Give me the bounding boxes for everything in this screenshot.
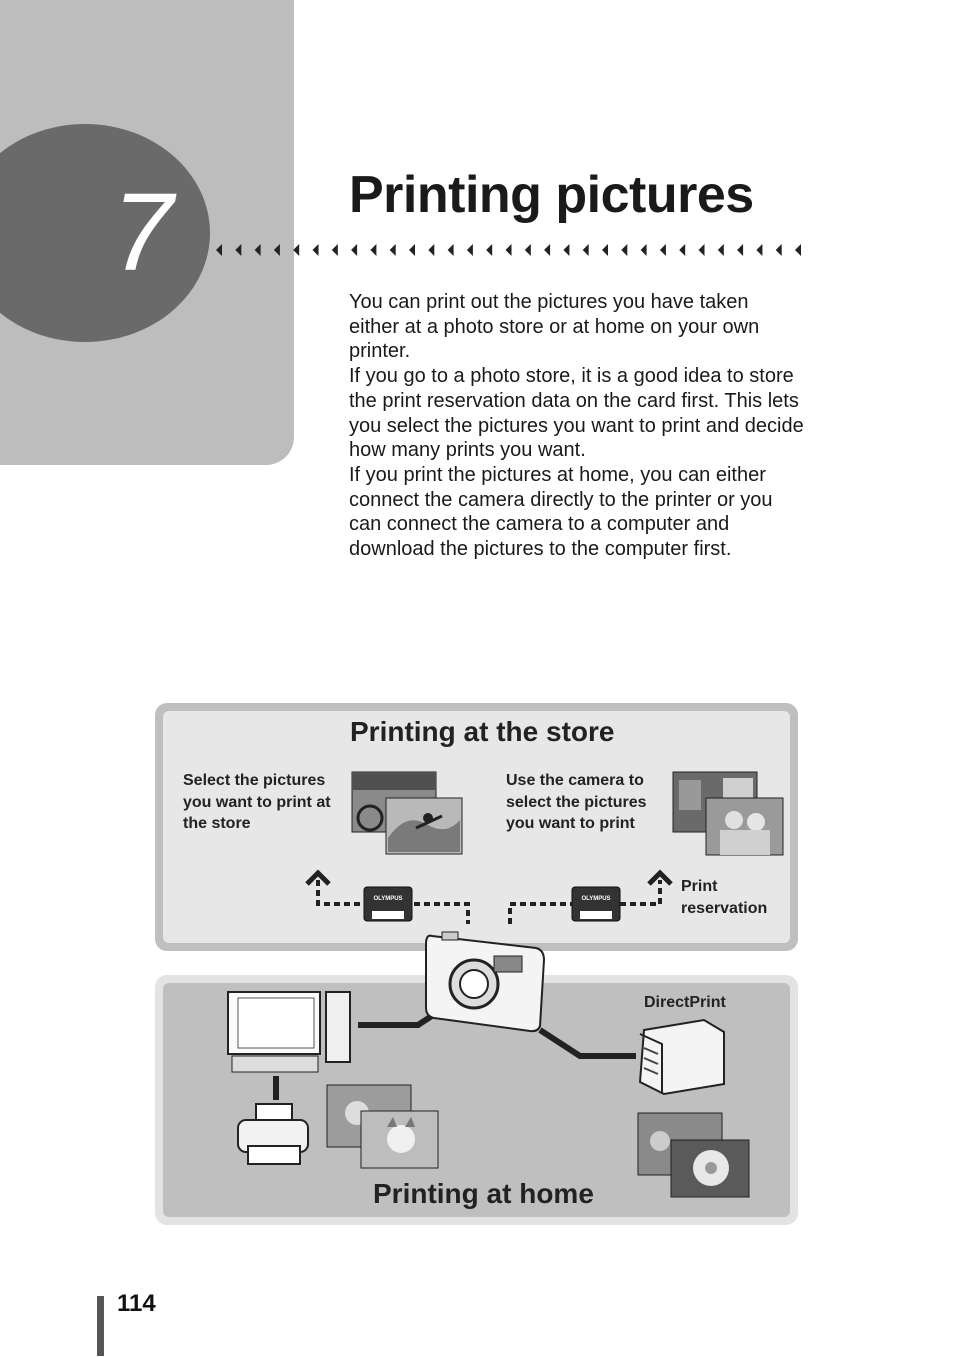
home-printer-icon [236,1102,312,1168]
directprint-printer-icon [634,1018,726,1096]
chapter-number: 7 [112,171,174,294]
page-number: 114 [117,1290,156,1317]
page-title: Printing pictures [349,166,754,224]
home-heading: Printing at home [373,1178,594,1209]
flower-photo-icon [671,1140,751,1199]
card-brand-label: OLYMPUS [581,896,611,902]
computer-icon [226,990,362,1076]
intro-paragraph-3: If you print the pictures at home, you can either connect the camera directly to the printer or you can connect the camera to a computer and download the pictures to the computer first. [349,463,773,561]
intro-paragraph-2: If you go to a photo store, it is a good idea to store the print reservation data on the card first. This lets you select the pictures you want to print and decide how many prints you want. [349,365,804,462]
store-heading: Printing at the store [350,716,615,747]
directprint-label: DirectPrint [644,994,726,1011]
card-brand-label: OLYMPUS [373,896,403,902]
dog-photo-icon [361,1111,440,1170]
page-number-bar [97,1296,104,1356]
camera-icon [424,926,548,1034]
xd-card-left-icon [364,887,414,923]
select-store-label: Select the pictures you want to print at the store [183,772,331,832]
print-reservation-label: Print reservation [681,878,768,917]
intro-paragraph-1: You can print out the pictures you have taken either at a photo store or at home on your own printer. [349,291,760,363]
use-camera-label: Use the camera to select the pictures you want to print [506,772,647,832]
xd-card-right-icon [572,887,622,923]
